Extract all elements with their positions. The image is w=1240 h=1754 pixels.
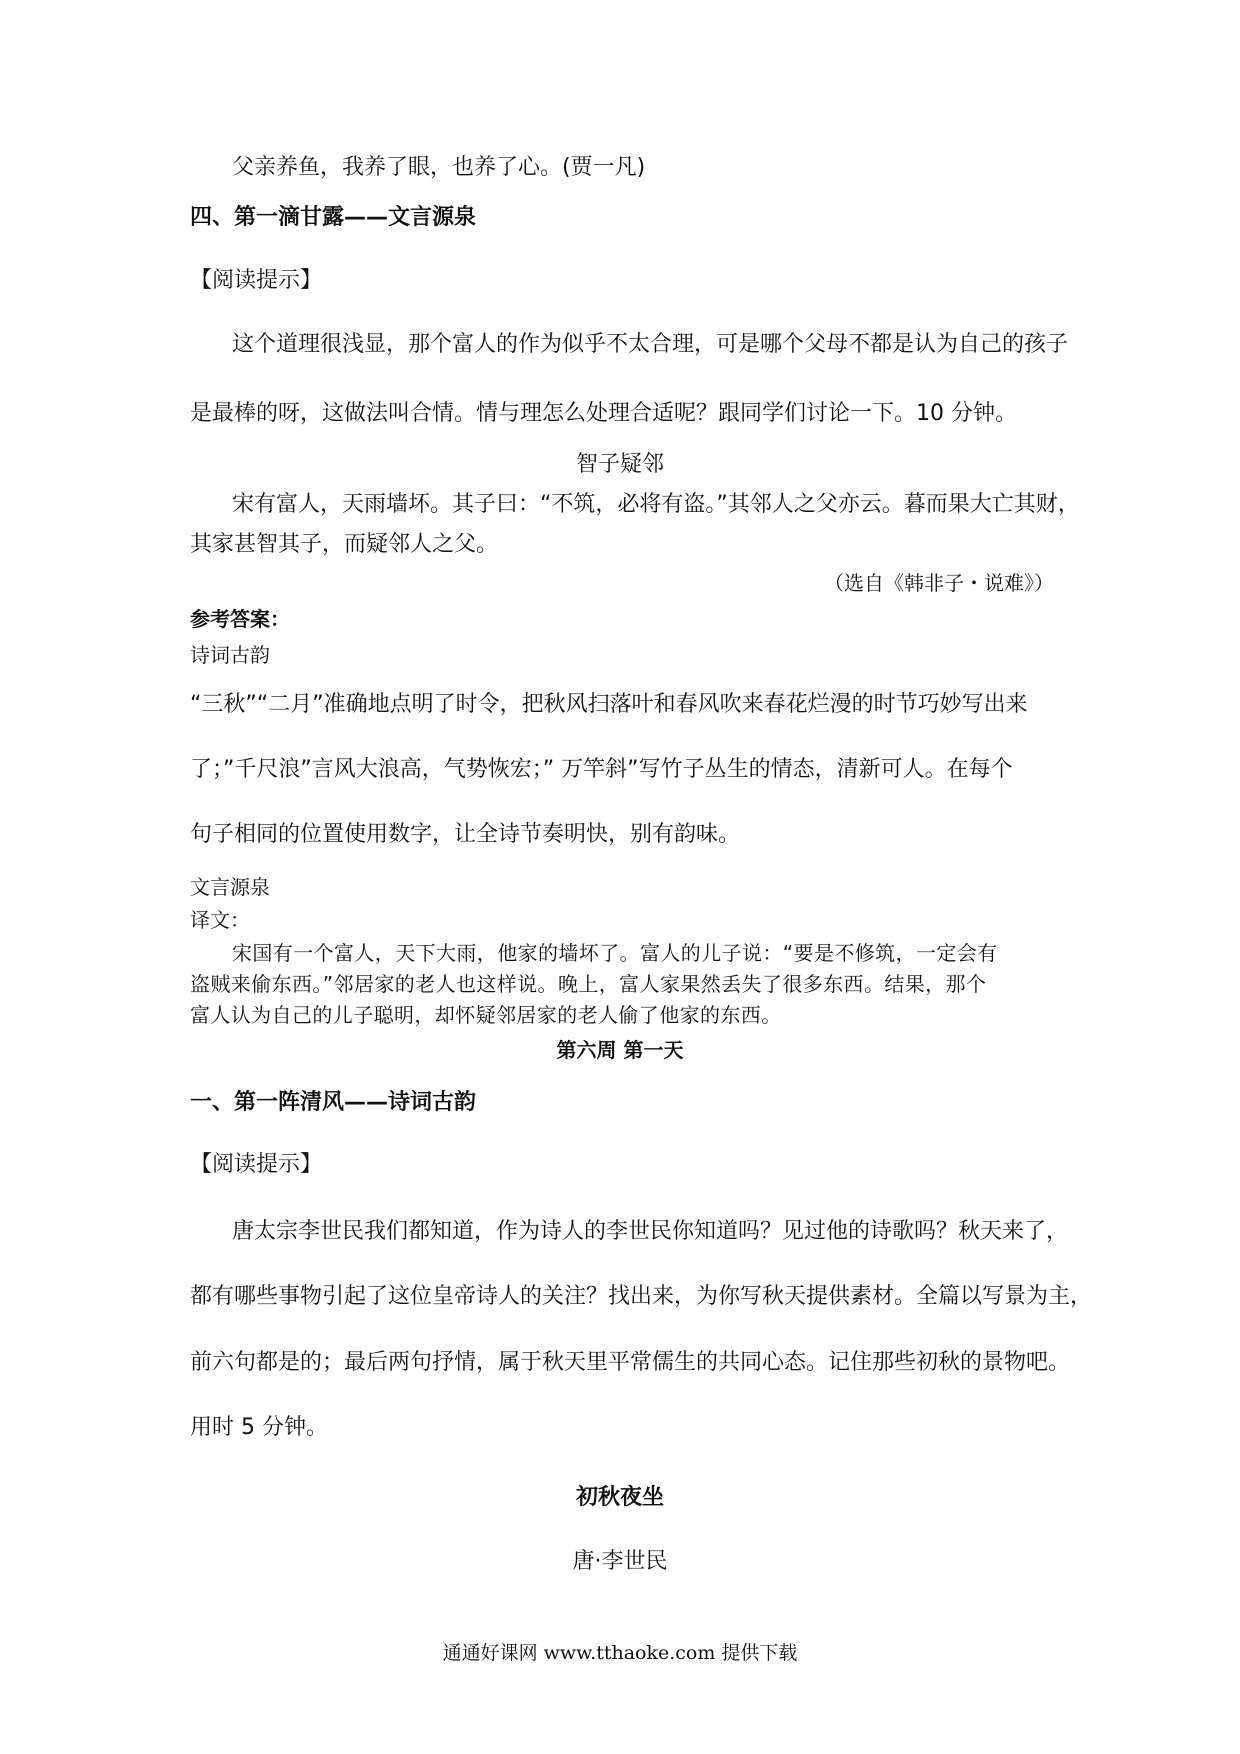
section-heading: 四、第一滴甘露——文言源泉 <box>190 205 477 230</box>
paragraph-line: 用时 5 分钟。 <box>190 1415 328 1440</box>
paragraph-line: 父亲养鱼，我养了眼，也养了心。(贾一凡) <box>232 155 646 180</box>
paragraph-line: 前六句都是的；最后两句抒情，属于秋天里平常儒生的共同心态。记住那些初秋的景物吧。 <box>190 1350 1071 1375</box>
reading-tip-label: 【阅读提示】 <box>190 1152 323 1177</box>
subsection-label: 诗词古韵 <box>190 643 270 667</box>
page-footer: 通通好课网 www.tthaoke.com 提供下载 <box>442 1642 798 1664</box>
classical-text-line: 宋有富人，天雨墙坏。其子曰：“不筑，必将有盗。”其邻人之父亦云。暮而果大亡其财， <box>232 492 1080 517</box>
translation-line: 盗贼来偷东西。”邻居家的老人也这样说。晚上，富人家果然丢失了很多东西。结果，那个 <box>190 972 987 996</box>
answer-line: “三秋”“二月”准确地点明了时令，把秋风扫落叶和春风吹来春花烂漫的时节巧妙写出来 <box>190 692 1028 717</box>
paragraph-line: 是最棒的呀，这做法叫合情。情与理怎么处理合适呢？跟同学们讨论一下。10 分钟。 <box>190 401 1017 426</box>
translation-line: 宋国有一个富人，天下大雨，他家的墙坏了。富人的儿子说：“要是不修筑，一定会有 <box>232 941 998 965</box>
subsection-label: 文言源泉 <box>190 875 270 899</box>
translation-line: 富人认为自己的儿子聪明，却怀疑邻居家的老人偷了他家的东西。 <box>190 1003 782 1027</box>
answer-line: 句子相同的位置使用数字，让全诗节奏明快，别有韵味。 <box>190 822 741 847</box>
answer-heading: 参考答案： <box>190 607 290 631</box>
paragraph-line: 这个道理很浅显，那个富人的作为似乎不太合理，可是哪个父母不都是认为自己的孩子 <box>232 332 1069 357</box>
paragraph-line: 都有哪些事物引起了这位皇帝诗人的关注？找出来，为你写秋天提供素材。全篇以写景为主， <box>190 1284 1093 1309</box>
source-citation: （选自《韩非子・说难》） <box>824 571 1054 595</box>
week-day-heading: 第六周 第一天 <box>556 1038 684 1062</box>
section-heading: 一、第一阵清风——诗词古韵 <box>190 1090 477 1115</box>
reading-tip-label: 【阅读提示】 <box>190 268 323 293</box>
poem-author: 唐·李世民 <box>572 1549 668 1574</box>
paragraph-line: 唐太宗李世民我们都知道，作为诗人的李世民你知道吗？见过他的诗歌吗？秋天来了， <box>232 1219 1069 1244</box>
classical-text-line: 其家甚智其子，而疑邻人之父。 <box>190 532 499 557</box>
answer-line: 了；”千尺浪”言风大浪高，气势恢宏；” 万竿斜”写竹子丛生的情态，清新可人。在每个 <box>190 757 1013 782</box>
translation-label: 译文： <box>190 908 250 932</box>
poem-title: 初秋夜坐 <box>575 1485 664 1510</box>
text-title: 智子疑邻 <box>575 452 664 477</box>
